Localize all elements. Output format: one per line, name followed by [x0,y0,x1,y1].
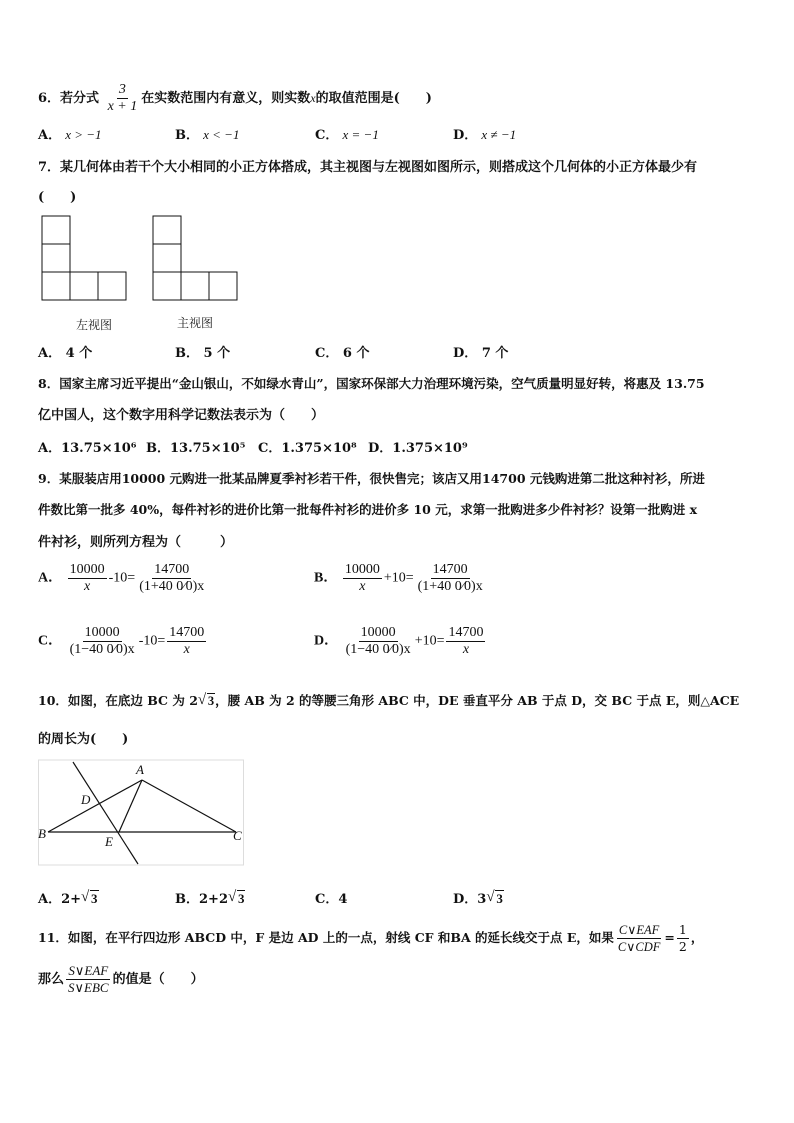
q8-option-d[interactable]: D．1.375×10⁹ [368,441,468,456]
q10-options [38,888,758,908]
q6-stem: 6．若分式 $\frac{3}{x + 1}$ 在实数范围内有意义，则实数x的取值范围是( ) [38,82,432,114]
q9-option-a[interactable]: A． $\frac{10000}{x}$ -10= $\frac{14700}{(1+40 0⁄0)x}$ [38,562,205,594]
q11-stem-line1: 11．如图，在平行四边形 ABCD 中，F 是边 AD 上的一点，射线 CF 和BA 的延长线交于点 E，如果 $\frac{\text{C∨EAF}}{\text{C∨CDF}}$ = $\frac{1}{2}$ ， [38,922,704,954]
q8-option-c[interactable]: C．1.375×10⁸ [258,441,357,456]
segment-AC [142,780,236,832]
q6-option-b[interactable]: B． x < −1 [175,127,240,143]
q11-stem-line2: 那么 $\frac{\text{S∨EAF}}{\text{S∨EBC}}$ 的值是（ ） [38,963,204,995]
q6-option-d[interactable]: D． x ≠ −1 [453,127,517,143]
q10-option-b[interactable]: B．2+2√ 3 [175,888,245,907]
q8-stem-line1: 8．国家主席习近平提出“金山银山，不如绿水青山”，国家环保部大力治理环境污染，空气质量明显好转，将惠及 13.75 [38,376,705,391]
q8-option-a[interactable]: A．13.75×10⁶ [38,441,137,456]
q8-options [38,437,758,457]
q7-views-figure [40,214,240,304]
point-A-label: A [136,762,144,777]
q10-triangle-figure [38,758,246,868]
q7-paren: ( ) [38,190,77,205]
q7-option-b[interactable]: B． 5 个 [175,346,231,361]
q6-fraction: $\frac{3}{x + 1}$ [107,82,138,114]
q9-stem-line1: 9．某服装店用10000 元购进一批某品牌夏季衬衫若干件，很快售完；该店又用14700 元钱购进第二批这种衬衫，所进 [38,471,705,486]
q9-stem-line2: 件数比第一批多 40%，每件衬衫的进价比第一批每件衬衫的进价多 10 元，求第一批购进多少件衬衫？设第一批购进 x [38,502,698,517]
front-view-grid [153,216,237,300]
front-view-label: 主视图 [177,316,214,330]
q6-option-c[interactable]: C． x = −1 [315,127,379,143]
sqrt-symbol: √ 3 [198,694,215,709]
q9-option-c[interactable]: C． $\frac{10000}{(1-40 0⁄0)x}$ -10= $\frac{14700}{x}$ [38,625,205,657]
point-D-label: D [81,792,91,807]
point-C-label: C [233,828,242,843]
q10-option-c[interactable]: C．4 [315,892,348,907]
q6-options [38,124,758,144]
point-E-label: E [105,834,113,849]
q7-option-d[interactable]: D． 7 个 [453,346,509,361]
q7-options [38,342,758,362]
q10-option-d[interactable]: D．3√ 3 [453,888,504,907]
q8-option-b[interactable]: B．13.75×10⁵ [146,441,246,456]
q7-stem: 7．某几何体由若干个大小相同的小正方体搭成，其主视图与左视图如图所示，则搭成这个几何体的小正方体最少有 [38,160,698,175]
left-view-grid [42,216,126,300]
q10-stem-line1: 10．如图，在底边 BC 为 2√ 3，腰 AB 为 2 的等腰三角形 ABC 中，DE 垂直平分 AB 于点 D，交 BC 于点 E，则△ACE [38,691,739,709]
q10-stem-line2: 的周长为( ) [38,732,129,747]
q10-option-a[interactable]: A．2+√ 3 [38,888,99,907]
q7-option-a[interactable]: A． 4 个 [38,346,93,361]
point-B-label: B [38,826,46,841]
segment-BA [48,780,142,832]
q6-option-a[interactable]: A． x > −1 [38,127,102,143]
q9-stem-line3: 件衬衫，则所列方程为（ ） [38,535,234,550]
q9-option-d[interactable]: D． $\frac{10000}{(1-40 0⁄0)x}$ +10= $\frac{14700}{x}$ [314,625,484,657]
q7-option-c[interactable]: C． 6 个 [315,346,370,361]
left-view-label: 左视图 [76,318,113,332]
q8-stem-line2: 亿中国人，这个数字用科学记数法表示为（ ） [38,408,325,423]
q9-option-b[interactable]: B． $\frac{10000}{x}$ +10= $\frac{14700}{(1+40 0⁄0)x}$ [314,562,483,594]
segment-AE [119,780,142,832]
